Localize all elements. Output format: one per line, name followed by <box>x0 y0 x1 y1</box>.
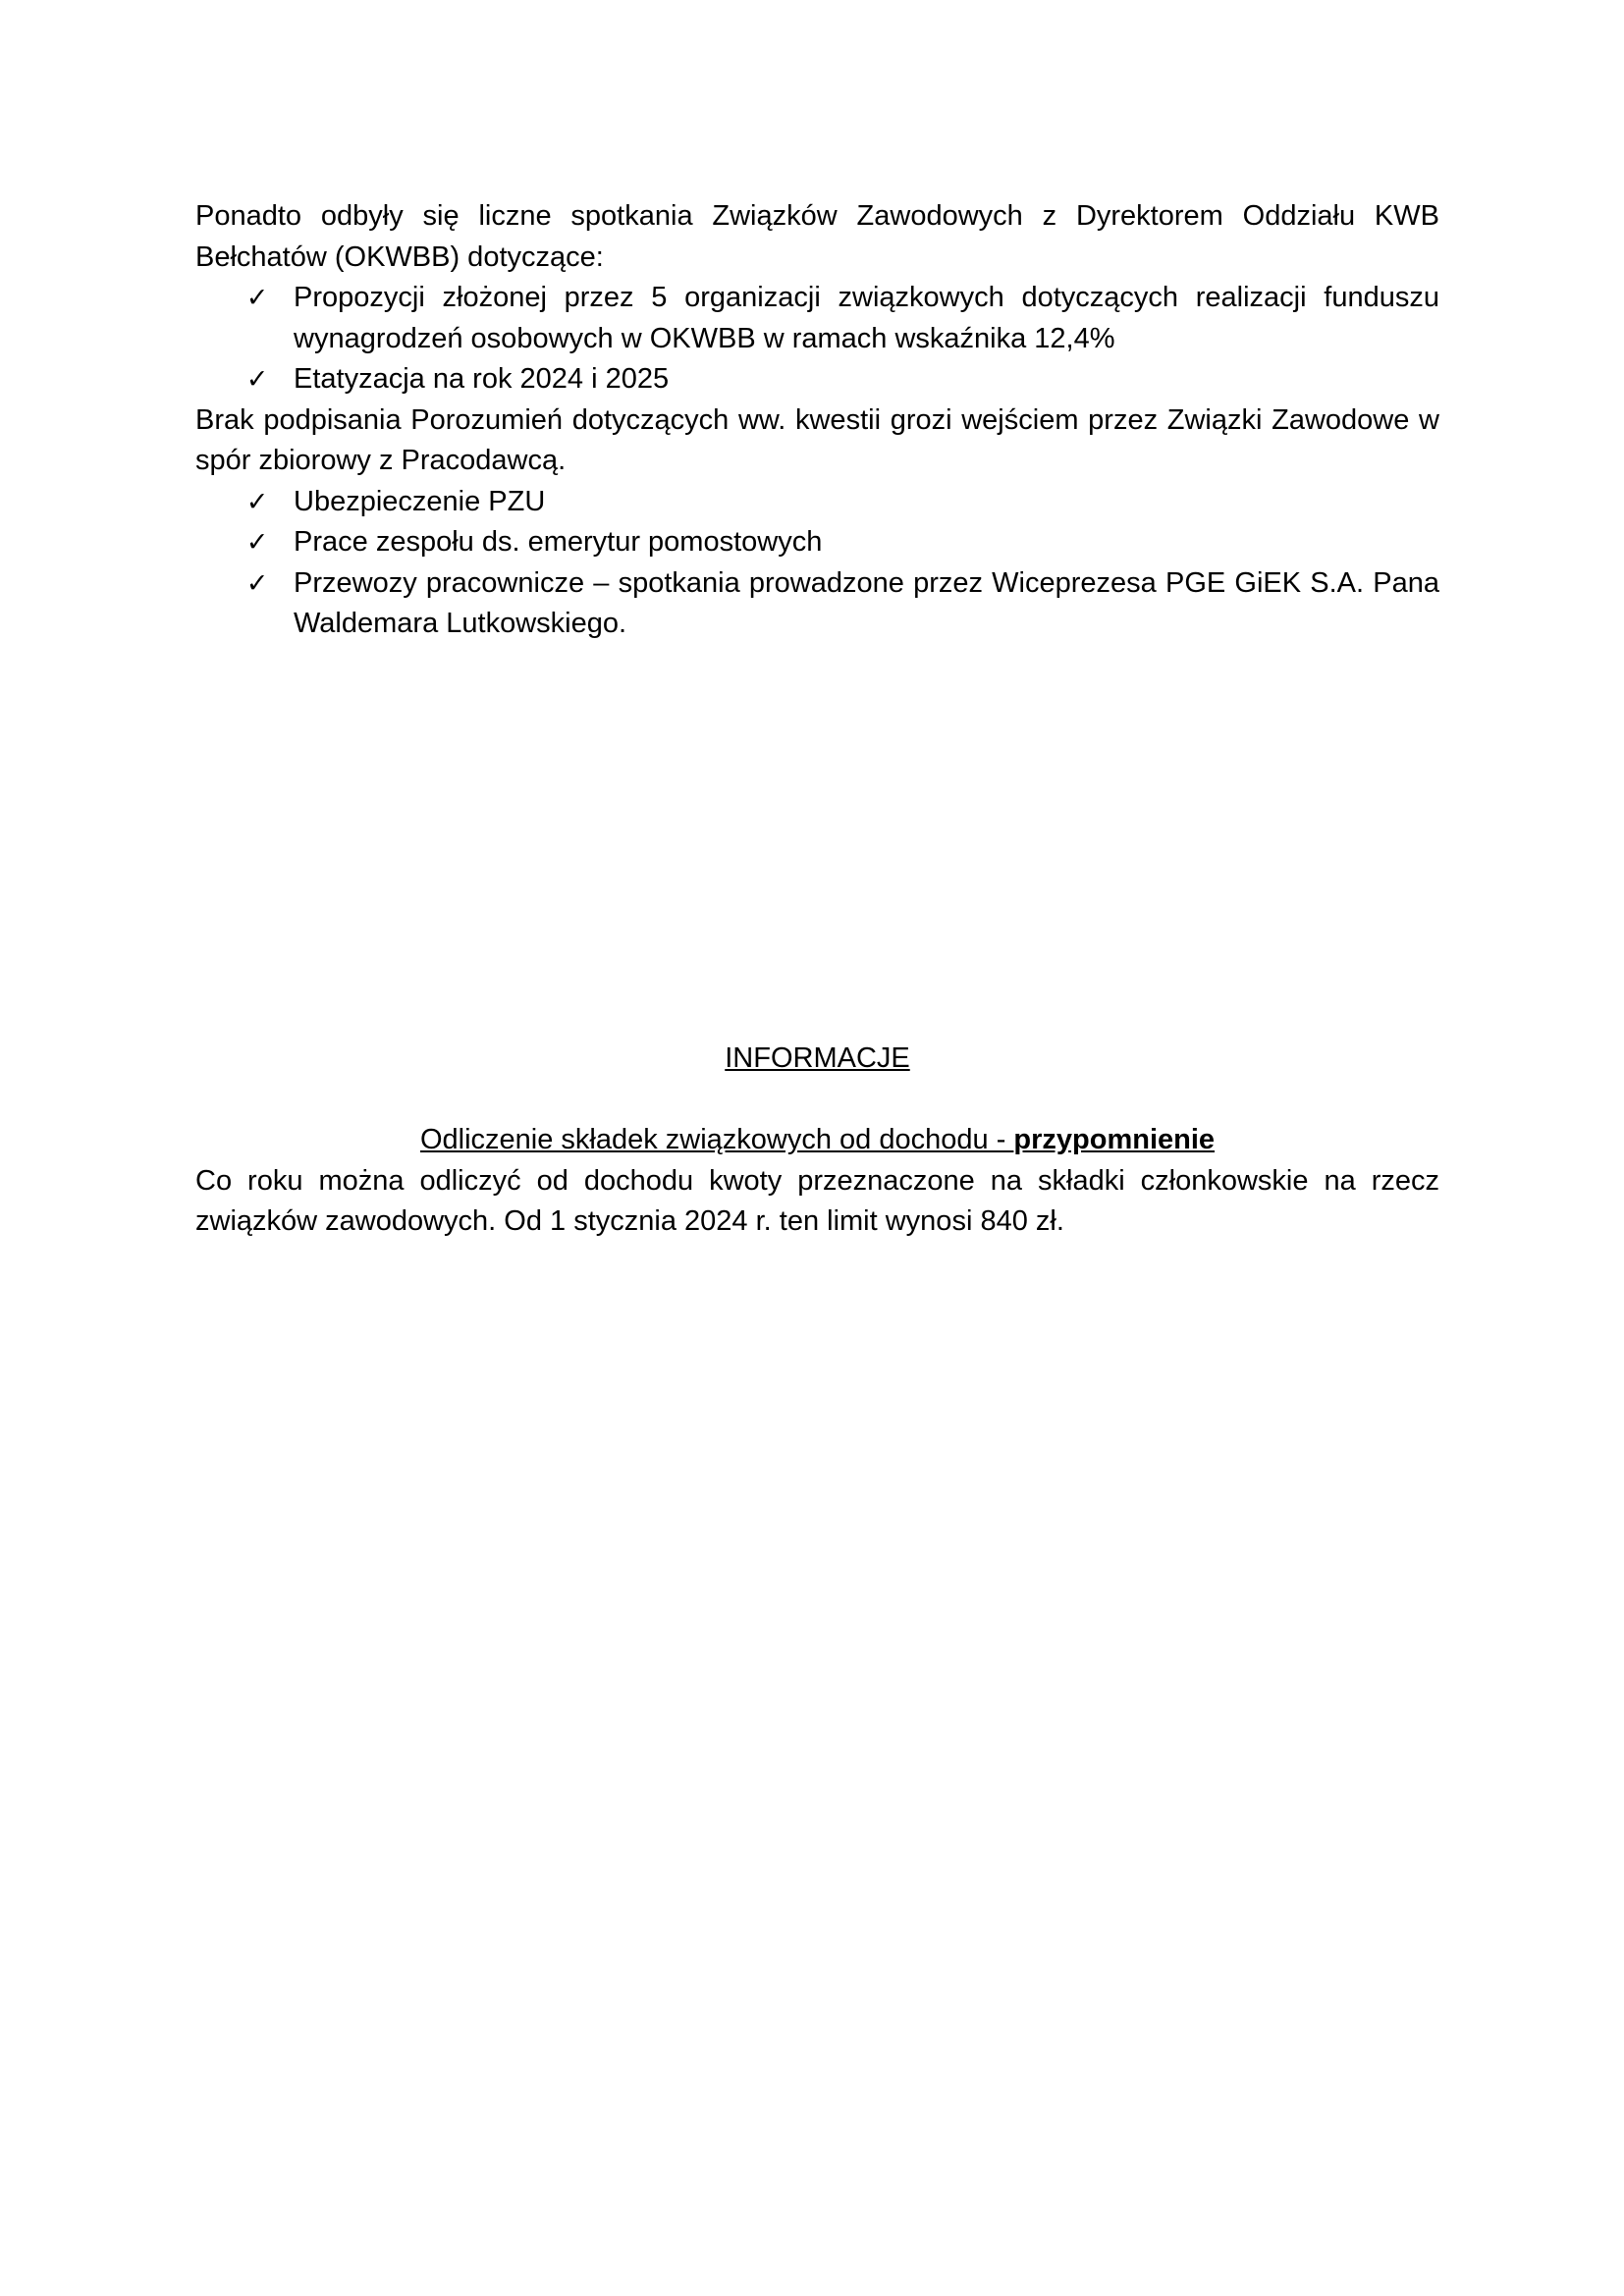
checkmark-icon: ✓ <box>245 486 269 517</box>
intro-paragraph: Ponadto odbyły się liczne spotkania Związków Zawodowych z Dyrektorem Oddziału KWB Bełchatów (OKWBB) dotyczące: <box>195 200 1439 273</box>
spacer <box>195 1080 1439 1121</box>
checkmark-icon: ✓ <box>245 283 269 313</box>
other-topics-list <box>195 482 1439 645</box>
checkmark-icon: ✓ <box>245 527 269 558</box>
section-heading: INFORMACJE <box>725 1042 910 1074</box>
checkmark-icon: ✓ <box>245 364 269 395</box>
list-item-text: Przewozy pracownicze – spotkania prowadzone przez Wiceprezesa PGE GiEK S.A. Pana Waldemara Lutkowskiego. <box>294 566 1439 639</box>
list-item <box>245 359 1439 400</box>
list-item-text: Prace zespołu ds. emerytur pomostowych <box>294 526 823 558</box>
warning-paragraph: Brak podpisania Porozumień dotyczących ww. kwestii grozi wejściem przez Związki Zawodowe w spór zbiorowy z Pracodawcą. <box>195 403 1439 476</box>
list-item <box>245 278 1439 359</box>
checkmark-icon: ✓ <box>245 567 269 599</box>
meetings-section <box>195 196 1439 645</box>
list-item <box>245 482 1439 523</box>
list-item <box>245 522 1439 563</box>
subheading-text: Odliczenie składek związkowych od dochodu - <box>419 1124 1014 1155</box>
info-paragraph: Co roku można odliczyć od dochodu kwoty przeznaczone na składki członkowskie na rzecz związków zawodowych. Od 1 stycznia 2024 r. ten limit wynosi 840 zł. <box>195 1164 1439 1237</box>
information-section <box>195 1039 1439 1243</box>
list-item <box>245 563 1439 645</box>
list-item-text: Ubezpieczenie PZU <box>294 485 546 517</box>
list-item-text: Propozycji złożonej przez 5 organizacji związkowych dotyczących realizacji funduszu wynagrodzeń osobowych w OKWBB w ramach wskaźnika 12,4% <box>294 282 1439 354</box>
topics-list <box>195 278 1439 400</box>
subheading <box>195 1120 1439 1161</box>
list-item-text: Etatyzacja na rok 2024 i 2025 <box>294 363 670 395</box>
subheading-bold-text: przypomnienie <box>1013 1124 1216 1155</box>
